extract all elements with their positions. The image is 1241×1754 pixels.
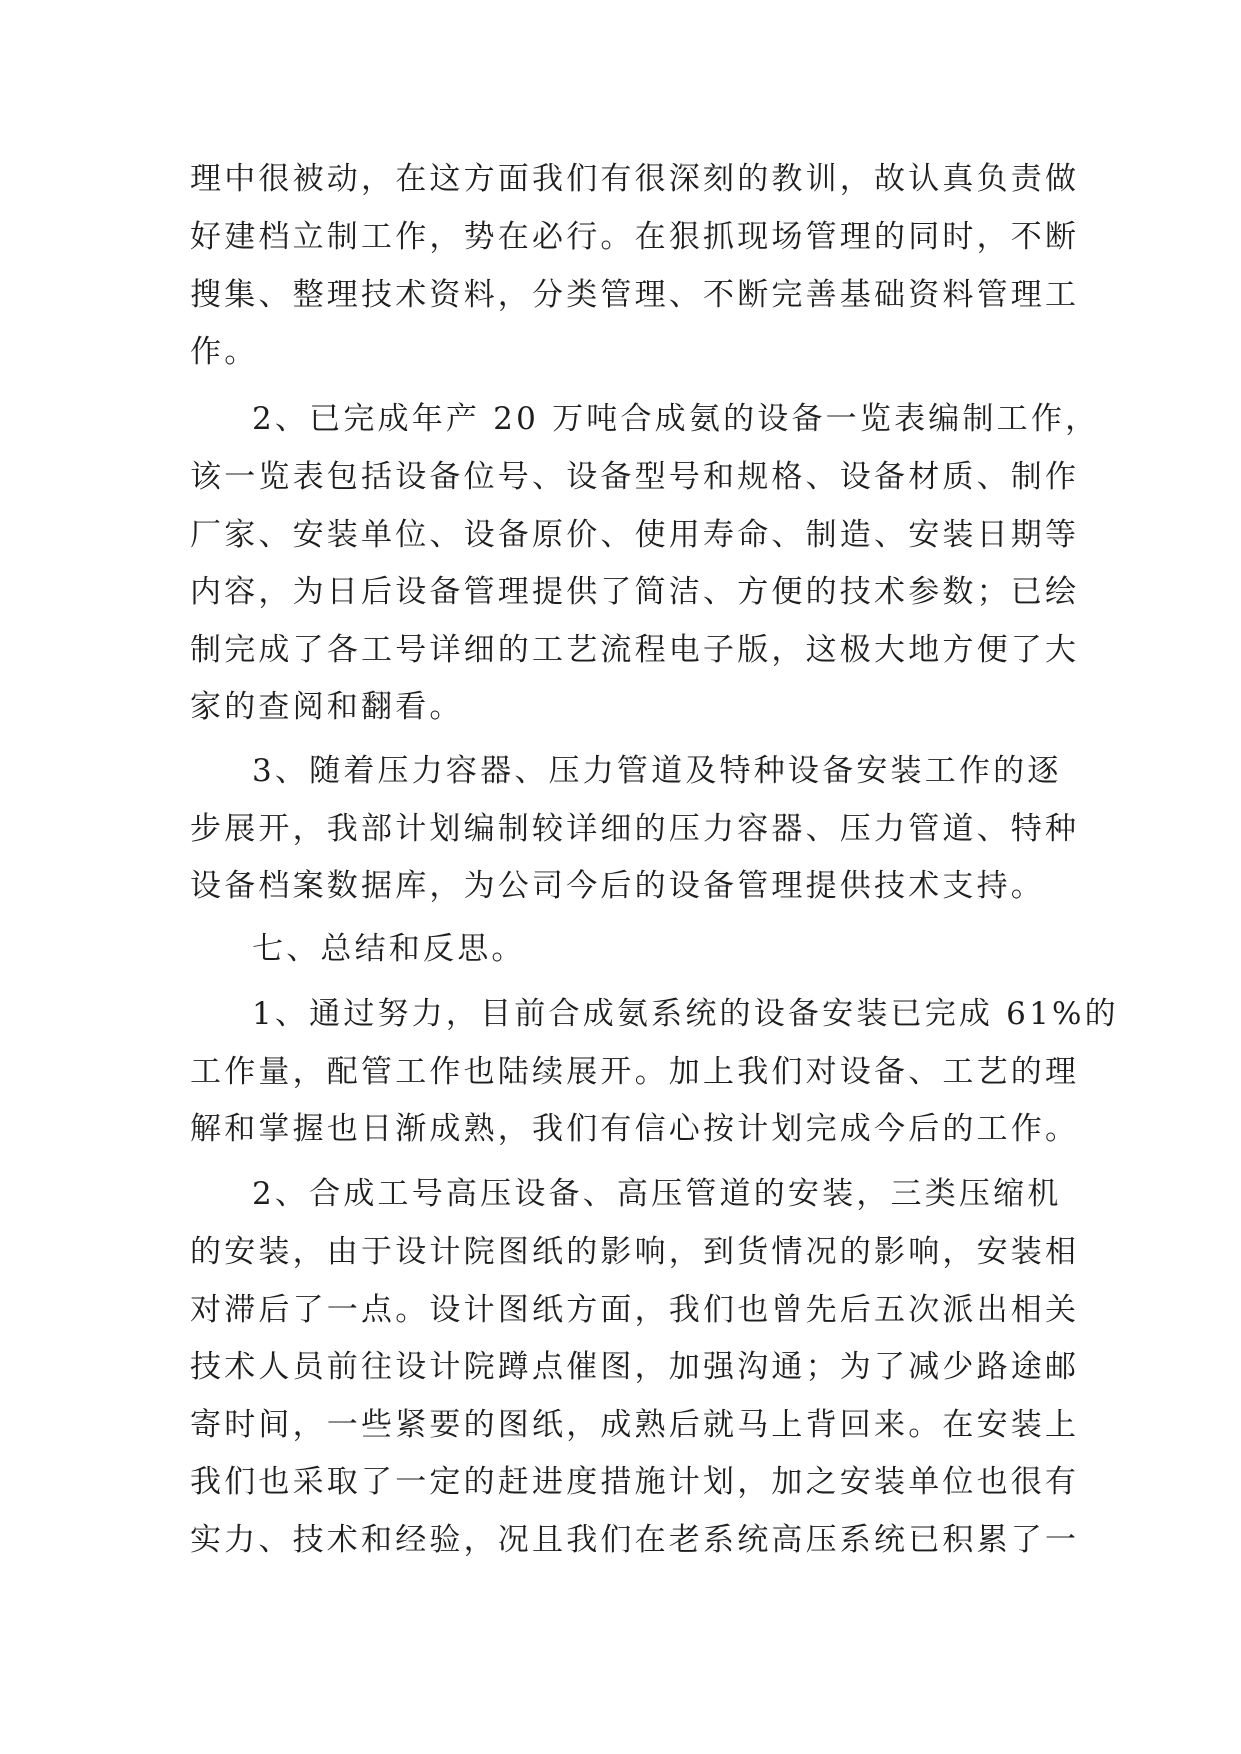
body-text-line: 的安装，由于设计院图纸的影响，到货情况的影响，安装相 (190, 1234, 1080, 1270)
body-text-line: 厂家、安装单位、设备原价、使用寿命、制造、安装日期等 (190, 517, 1080, 553)
body-text-line: 实力、技术和经验，况且我们在老系统高压系统已积累了一 (190, 1522, 1080, 1558)
body-text-line: 制完成了各工号详细的工艺流程电子版，这极大地方便了大 (190, 632, 1080, 668)
body-text-line: 我们也采取了一定的赶进度措施计划，加之安装单位也很有 (190, 1464, 1080, 1500)
body-text-line: 步展开，我部计划编制较详细的压力容器、压力管道、特种 (190, 811, 1080, 847)
body-text-line: 理中很被动，在这方面我们有很深刻的教训，故认真负责做 (190, 161, 1080, 197)
body-text-line: 寄时间，一些紧要的图纸，成熟后就马上背回来。在安装上 (190, 1407, 1080, 1443)
paragraph-summary-1-start: 1、通过努力，目前合成氨系统的设备安装已完成 61%的 (252, 996, 1119, 1032)
body-text-line: 作。 (190, 334, 259, 370)
body-text-line: 该一览表包括设备位号、设备型号和规格、设备材质、制作 (190, 459, 1080, 495)
body-text-line: 家的查阅和翻看。 (190, 689, 464, 725)
body-text-line: 技术人员前往设计院蹲点催图，加强沟通；为了减少路途邮 (190, 1349, 1080, 1385)
body-text-line: 设备档案数据库，为公司今后的设备管理提供技术支持。 (190, 868, 1045, 904)
body-text-line: 解和掌握也日渐成熟，我们有信心按计划完成今后的工作。 (190, 1111, 1080, 1147)
body-text-line: 对滞后了一点。设计图纸方面，我们也曾先后五次派出相关 (190, 1292, 1080, 1328)
paragraph-summary-2-start: 2、合成工号高压设备、高压管道的安装，三类压缩机 (252, 1176, 1062, 1212)
paragraph-2-start: 2、已完成年产 20 万吨合成氨的设备一览表编制工作， (252, 401, 1100, 437)
body-text-line: 工作量，配管工作也陆续展开。加上我们对设备、工艺的理 (190, 1054, 1080, 1090)
body-text-line: 内容，为日后设备管理提供了简洁、方便的技术参数；已绘 (190, 574, 1080, 610)
section-heading: 七、总结和反思。 (252, 931, 526, 967)
body-text-line: 搜集、整理技术资料，分类管理、不断完善基础资料管理工 (190, 277, 1080, 313)
body-text-line: 好建档立制工作，势在必行。在狠抓现场管理的同时，不断 (190, 219, 1080, 255)
paragraph-3-start: 3、随着压力容器、压力管道及特种设备安装工作的逐 (252, 753, 1062, 789)
